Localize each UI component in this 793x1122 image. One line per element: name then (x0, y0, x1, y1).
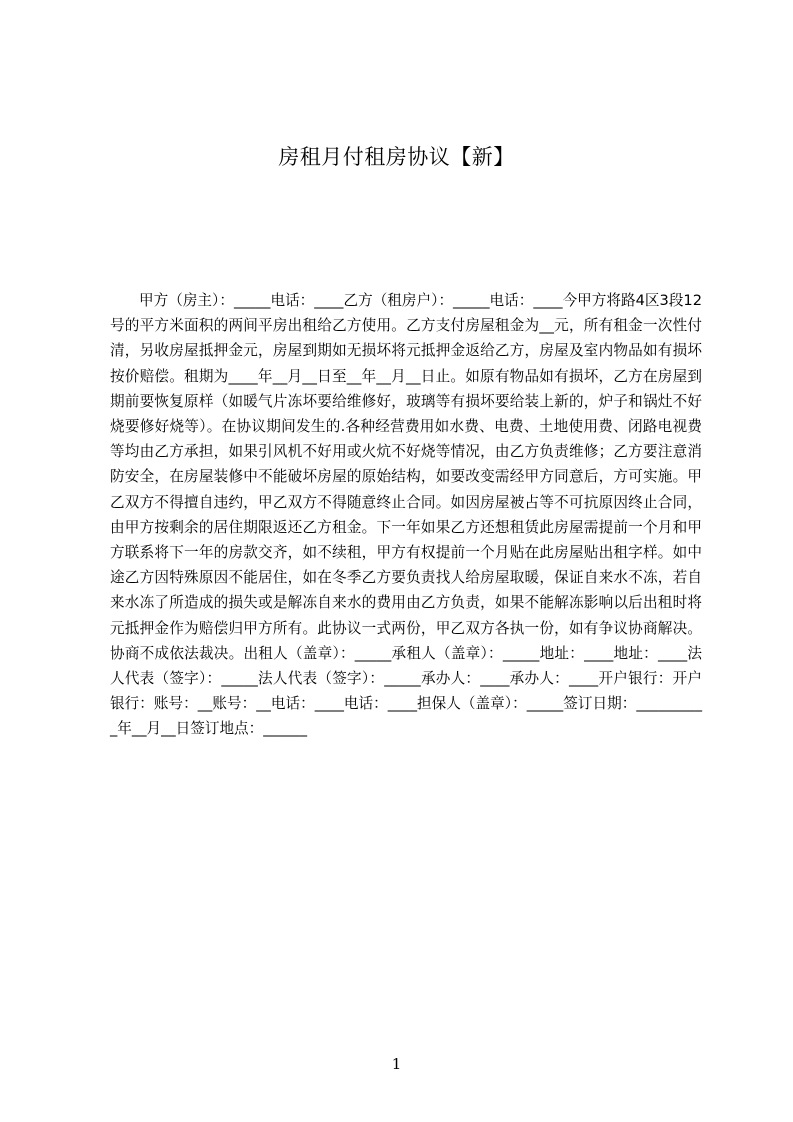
agreement-body-paragraph: 甲方（房主）：_____电话：____乙方（租房户）：_____电话：____今甲方将路4区3段12号的平方米面积的两间平房出租给乙方使用。乙方支付房屋租金为__元，所有租金一次性付清，另收房屋抵押金元，房屋到期如无损坏将元抵押金返给乙方，房屋及室内物品如有损坏按价赔偿。租期为____年__月__日至__年__月__日止。如原有物品如有损坏，乙方在房屋到期前要恢复原样（如暖气片冻坏要给维修好，玻璃等有损坏要给装上新的，炉子和锅灶不好烧要修好烧等）。在协议期间发生的.各种经营费用如水费、电费、土地使用费、闭路电视费等均由乙方承担，如果引风机不好用或火炕不好烧等情况，由乙方负责维修；乙方要注意消防安全，在房屋装修中不能破坏房屋的原始结构，如要改变需经甲方同意后，方可实施。甲乙双方不得擅自违约，甲乙双方不得随意终止合同。如因房屋被占等不可抗原因终止合同，由甲方按剩余的居住期限返还乙方租金。下一年如果乙方还想租赁此房屋需提前一个月和甲方联系将下一年的房款交齐，如不续租，甲方有权提前一个月贴在此房屋贴出租字样。如中途乙方因特殊原因不能居住，如在冬季乙方要负责找人给房屋取暖，保证自来水不冻，若自来水冻了所造成的损失或是解冻自来水的费用由乙方负责，如果不能解冻影响以后出租时将元抵押金作为赔偿归甲方所有。此协议一式两份，甲乙双方各执一份，如有争议协商解决。协商不成依法裁决。出租人（盖章）：_____承租人（盖章）：_____地址：____地址：____法人代表（签字）：_____法人代表（签字）：_____承办人：____承办人：____开户银行：开户银行：账号：__账号：__电话：____电话：____担保人（盖章）：_____签订日期：__________年__月__日签订地点：______ (110, 292, 702, 738)
page-number: 1 (391, 1055, 402, 1073)
document-title: 房租月付租房协议【新】 (278, 145, 515, 169)
